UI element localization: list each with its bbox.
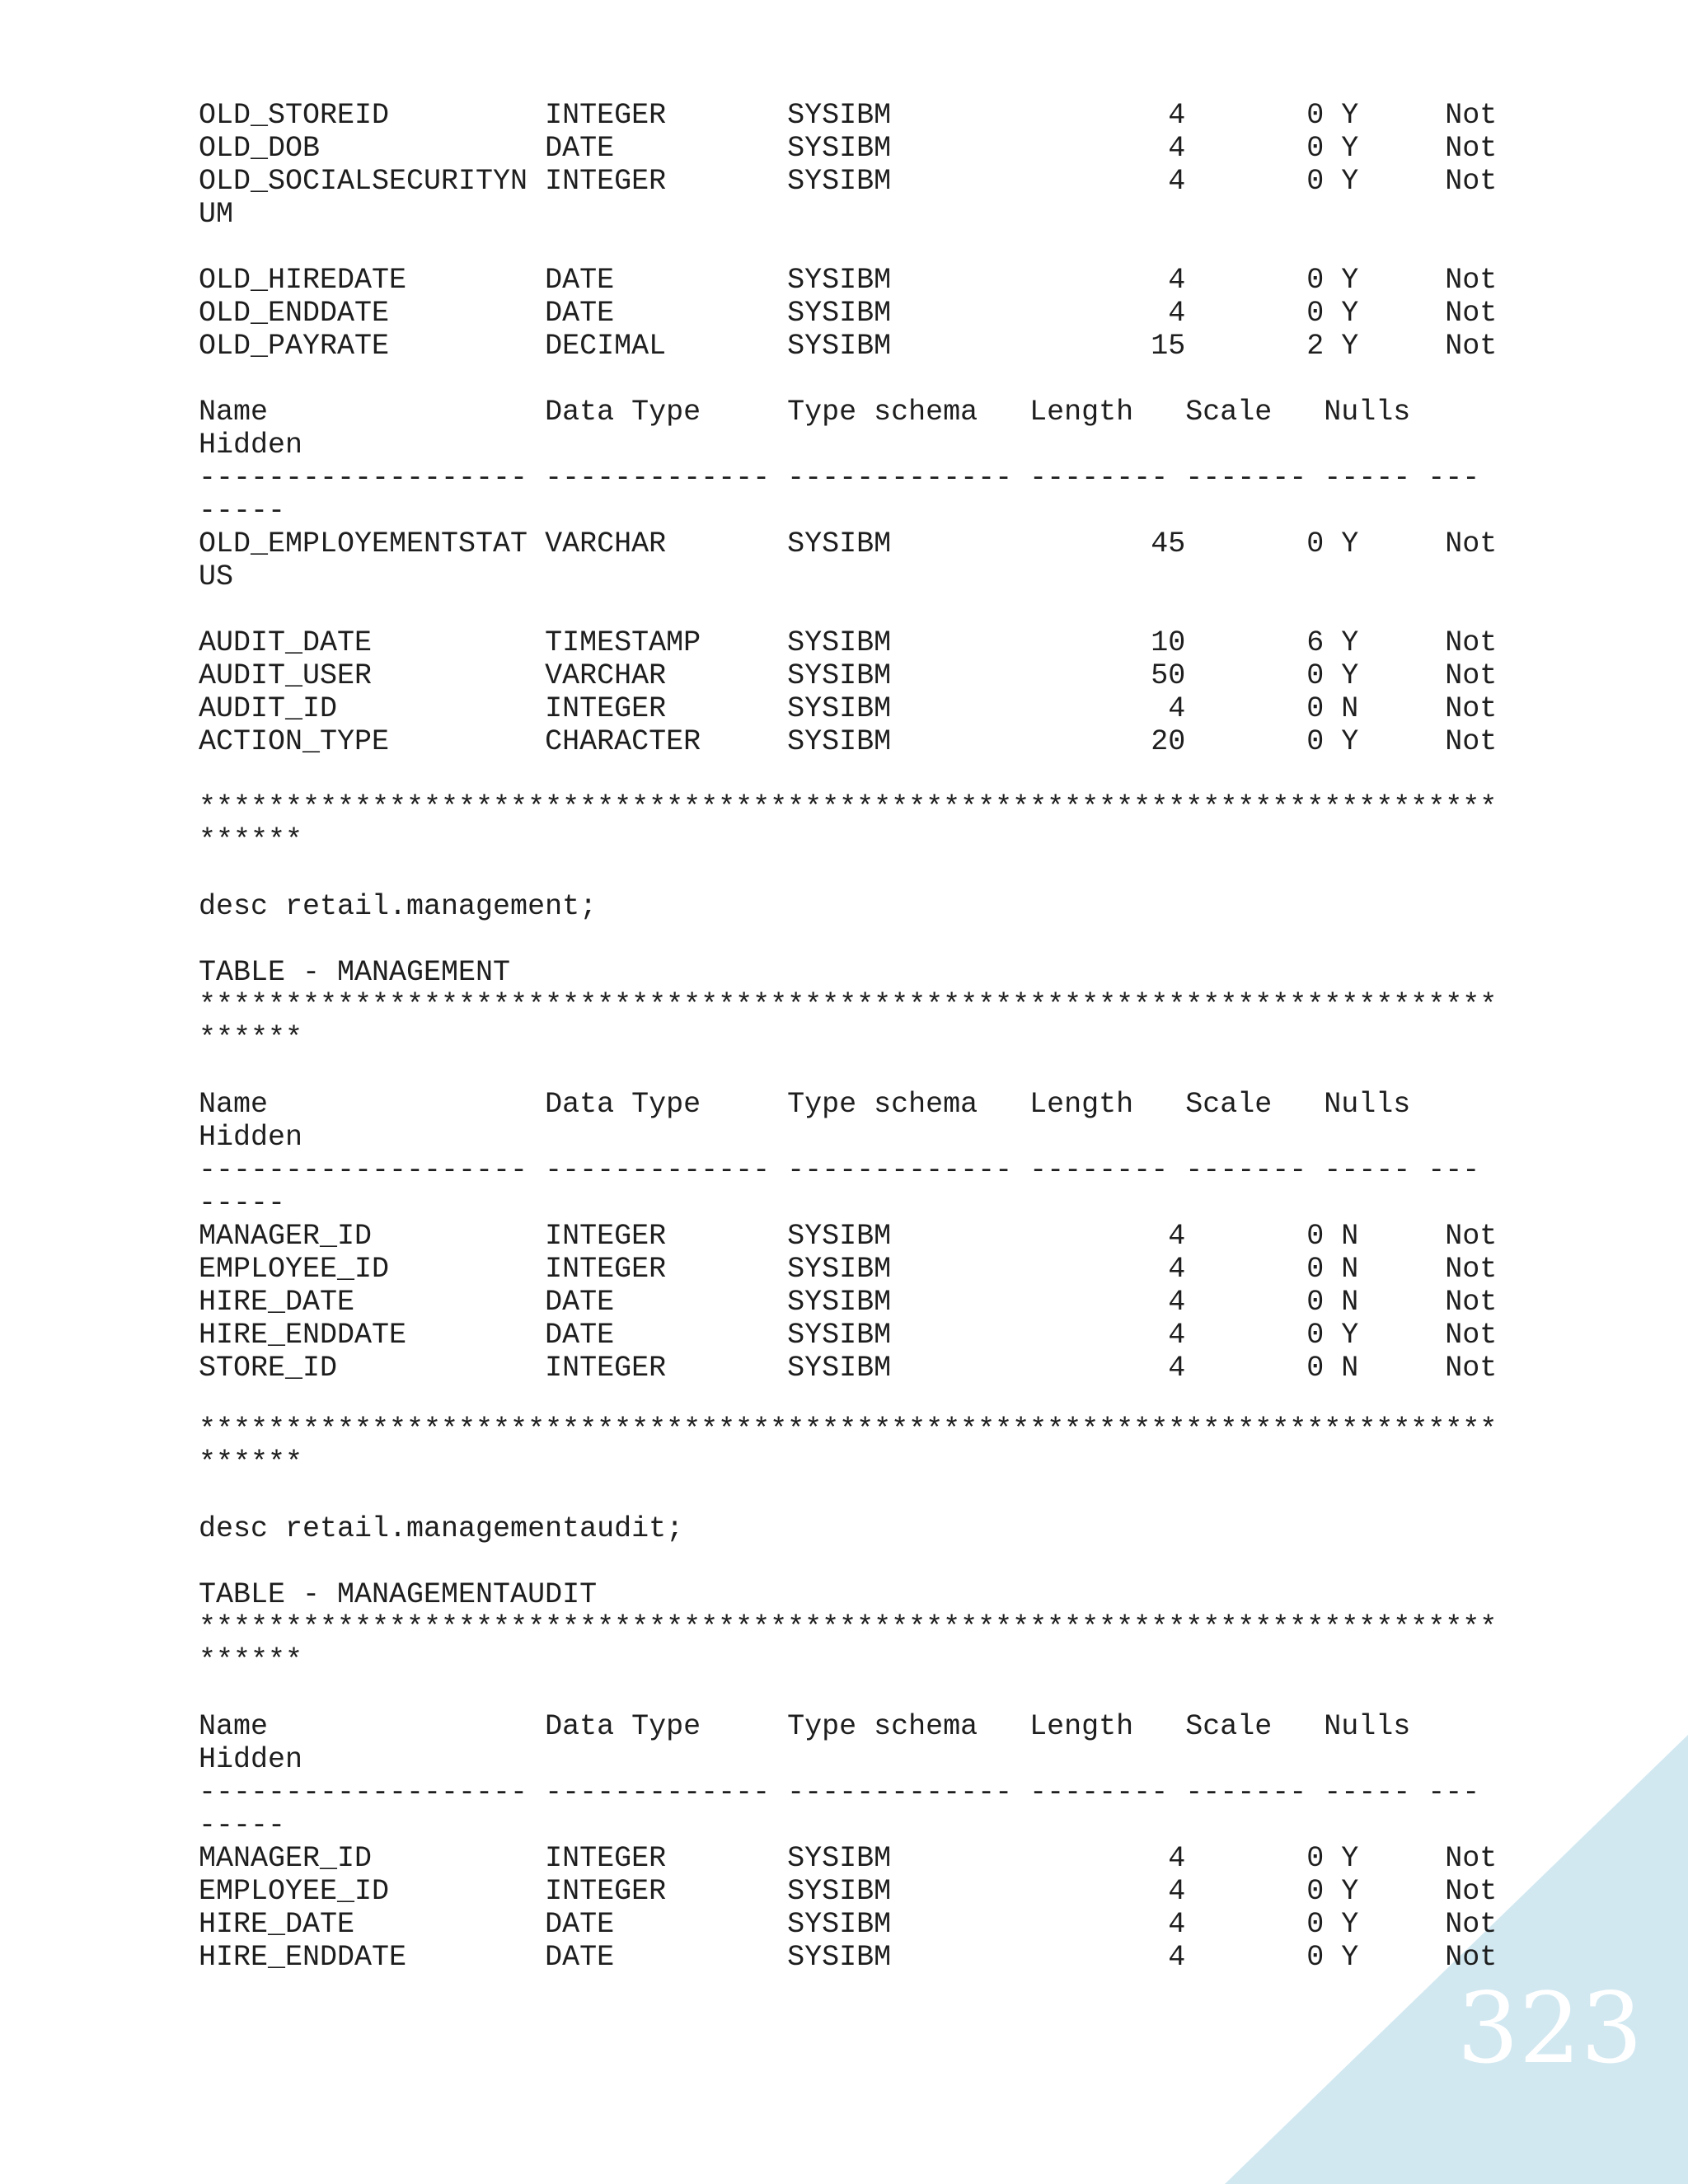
code-line: desc retail.managementaudit;: [199, 1512, 684, 1545]
code-line: OLD_ENDDATE DATE SYSIBM 4 0 Y Not: [199, 297, 1498, 330]
code-line: MANAGER_ID INTEGER SYSIBM 4 0 Y Not: [199, 1842, 1498, 1875]
code-line: HIRE_DATE DATE SYSIBM 4 0 N Not: [199, 1286, 1498, 1319]
code-line: ACTION_TYPE CHARACTER SYSIBM 20 0 Y Not: [199, 725, 1498, 758]
code-line: ------------------- ------------- ------------- -------- ------- ----- ---: [199, 1776, 1480, 1809]
code-line: ***************************************************************************: [199, 791, 1498, 824]
code-line: Name Data Type Type schema Length Scale Nulls: [199, 1088, 1411, 1121]
code-line: Hidden: [199, 1743, 303, 1776]
code-line: HIRE_DATE DATE SYSIBM 4 0 Y Not: [199, 1908, 1498, 1941]
code-line: ******: [199, 1644, 303, 1677]
code-line: Name Data Type Type schema Length Scale Nulls: [199, 396, 1411, 429]
code-line: ******: [199, 824, 303, 857]
code-line: ***************************************************************************: [199, 1413, 1498, 1446]
code-line: desc retail.management;: [199, 890, 598, 923]
code-line: HIRE_ENDDATE DATE SYSIBM 4 0 Y Not: [199, 1941, 1498, 1974]
code-line: OLD_SOCIALSECURITYN INTEGER SYSIBM 4 0 Y Not: [199, 165, 1498, 198]
page-number: 323: [1456, 1971, 1643, 2085]
code-line: -----: [199, 1187, 286, 1220]
code-line: -----: [199, 1809, 286, 1842]
code-line: AUDIT_ID INTEGER SYSIBM 4 0 N Not: [199, 692, 1498, 725]
code-line: AUDIT_USER VARCHAR SYSIBM 50 0 Y Not: [199, 659, 1498, 692]
code-line: OLD_HIREDATE DATE SYSIBM 4 0 Y Not: [199, 264, 1498, 297]
code-line: HIRE_ENDDATE DATE SYSIBM 4 0 Y Not: [199, 1319, 1498, 1352]
code-line: STORE_ID INTEGER SYSIBM 4 0 N Not: [199, 1352, 1498, 1385]
code-line: EMPLOYEE_ID INTEGER SYSIBM 4 0 Y Not: [199, 1875, 1498, 1908]
code-line: ------------------- ------------- ------------- -------- ------- ----- ---: [199, 462, 1480, 494]
code-line: Hidden: [199, 1121, 303, 1154]
code-line: ***************************************************************************: [199, 1611, 1498, 1644]
code-line: US: [199, 560, 234, 593]
code-line: TABLE - MANAGEMENT: [199, 956, 511, 989]
code-line: Hidden: [199, 429, 303, 462]
code-line: ------------------- ------------- ------------- -------- ------- ----- ---: [199, 1154, 1480, 1187]
code-line: TABLE - MANAGEMENTAUDIT: [199, 1578, 598, 1611]
code-line: AUDIT_DATE TIMESTAMP SYSIBM 10 6 Y Not: [199, 626, 1498, 659]
code-line: ***************************************************************************: [199, 989, 1498, 1022]
code-line: OLD_PAYRATE DECIMAL SYSIBM 15 2 Y Not: [199, 330, 1498, 363]
code-line: OLD_DOB DATE SYSIBM 4 0 Y Not: [199, 132, 1498, 165]
code-line: MANAGER_ID INTEGER SYSIBM 4 0 N Not: [199, 1220, 1498, 1253]
code-line: ******: [199, 1446, 303, 1479]
code-line: -----: [199, 494, 286, 527]
code-line: UM: [199, 198, 234, 231]
code-line: EMPLOYEE_ID INTEGER SYSIBM 4 0 N Not: [199, 1253, 1498, 1286]
code-line: ******: [199, 1022, 303, 1055]
code-line: OLD_EMPLOYEMENTSTAT VARCHAR SYSIBM 45 0 Y Not: [199, 527, 1498, 560]
code-line: OLD_STOREID INTEGER SYSIBM 4 0 Y Not: [199, 99, 1498, 132]
code-line: Name Data Type Type schema Length Scale Nulls: [199, 1710, 1411, 1743]
